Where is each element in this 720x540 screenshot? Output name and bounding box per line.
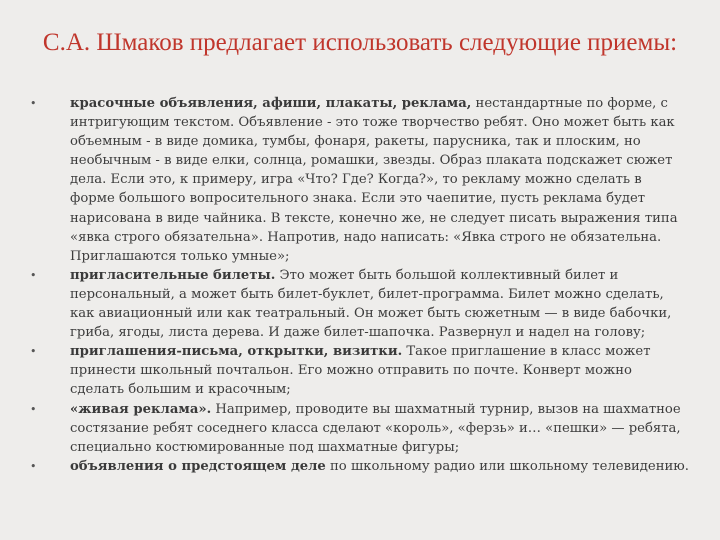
bullet-icon: • [30,402,37,416]
bullet-icon: • [30,345,37,359]
item-lead: пригласительные билеты. [70,267,276,283]
item-lead: приглашения-письма, открытки, визитки. [70,344,403,360]
bullet-icon: • [30,459,37,473]
list-item [28,266,690,342]
item-lead: красочные объявления, афиши, плакаты, реклама, [70,96,472,111]
item-lead: «живая реклама». [70,401,212,417]
list-item [28,94,690,266]
list-item [28,400,690,457]
item-text: Например, проводите вы шахматный турнир, вызов на шахматное состязание ребят соседнего класса сделают «король», «ферзь» и… «пешки» — ребята, специально костюмированные под шахматные фигуры; [70,401,681,455]
item-lead: объявления о предстоящем деле [70,458,326,474]
slide-title: С.А. Шмаков предлагает использовать следующие приемы: [42,29,678,56]
list-item [28,457,690,476]
bullet-list [28,94,690,476]
item-text: Такое приглашение в класс может принести школьный почтальон. Его можно отправить по почте. Конверт можно сделать большим и красочным; [70,344,651,398]
item-text: Это может быть большой коллективный билет и персональный, а может быть билет-буклет, билет-программа. Билет можно сделать, как авиационный или как театральный. Он может быть сюжетным — в виде бабочки, гриба, ягоды, листа дерева. И даже билет-шапочка. Развернул и надел на голову; [70,267,672,341]
list-item [28,342,690,399]
bullet-icon: • [30,97,37,110]
item-text: нестандартные по форме, с интригующим текстом. Объявление - это тоже творчество ребят. Оно может быть как объемным - в виде домика, тумбы, фонаря, ракеты, парусника, так и плоским, но необычным - в виде елки, солнца, ромашки, звезды. Образ плаката подскажет сюжет дела. Если это, к примеру, игра «Что? Где? Когда?», то рекламу можно сделать в форме большого вопросительного знака. Если это чаепитие, пусть реклама будет нарисована в виде чайника. В тексте, конечно же, не следует писать выражения типа «явка строго обязательна». Напротив, надо написать: «Явка строго не обязательна. Приглашаются только умные»; [70,96,678,264]
item-text: по школьному радио или школьному телевидению. [325,458,689,474]
bullet-icon: • [30,268,37,282]
